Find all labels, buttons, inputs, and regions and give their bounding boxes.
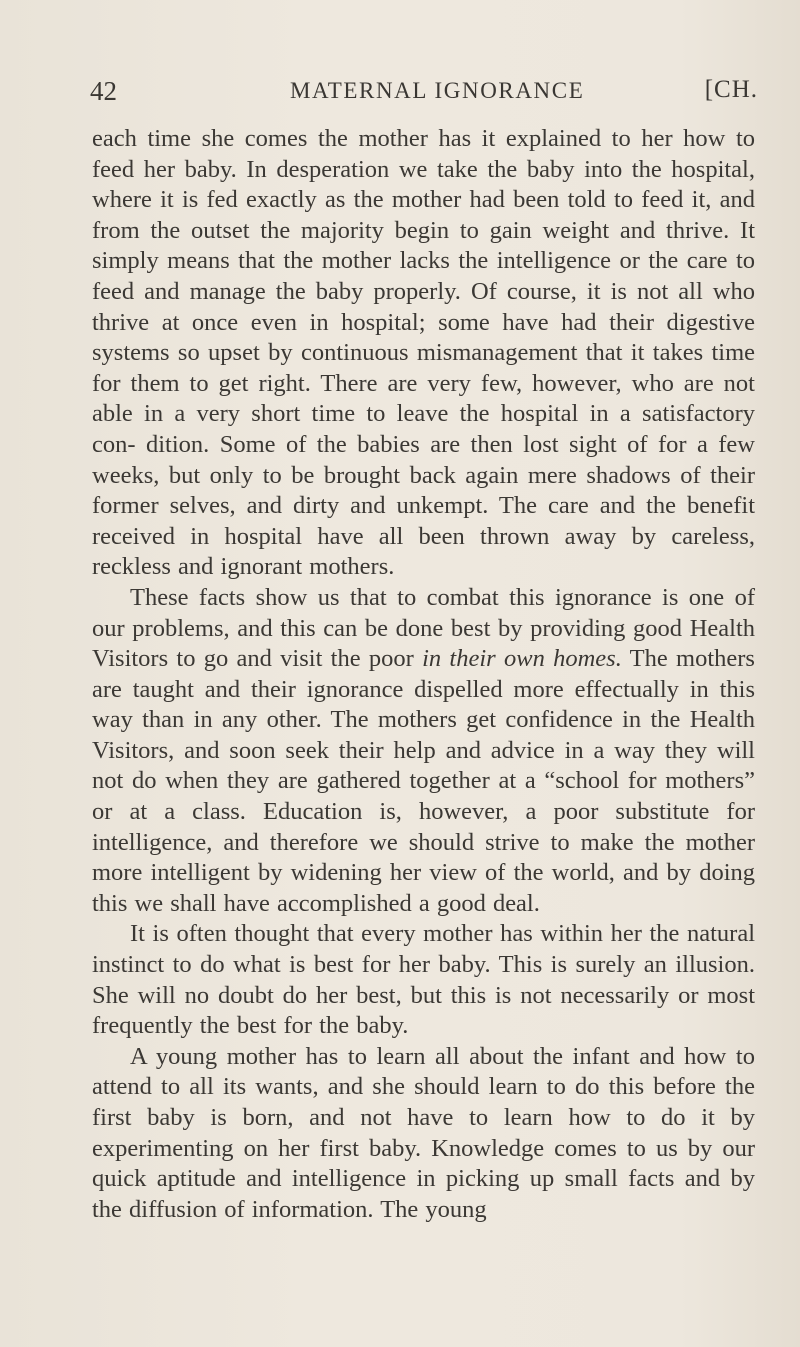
running-head <box>90 76 758 108</box>
body-text <box>92 124 755 1225</box>
paragraph-3: It is often thought that every mother has within her the natural instinct to do what is best for her baby. This is surely an illusion. She will no doubt do her best, but this is not necessarily or most frequently the best for the baby. <box>92 920 755 1040</box>
chapter-mark: [CH. <box>704 76 758 103</box>
paragraph-2-start: These facts show us that to combat this ignorance is one of our problems, and this can be done best by providing good Health Visitors to go and visit the poor <box>92 583 755 673</box>
paragraph-2 <box>92 583 755 920</box>
running-title: MATERNAL IGNORANCE <box>290 78 585 103</box>
paragraph-1: each time she comes the mother has it explained to her how to feed her baby. In desperation we take the baby into the hospital, where it is fed exactly as the mother had been told to feed it, and from the outset the majority begin to gain weight and thrive. It simply means that the mother lacks the intelligence or the care to feed and manage the baby properly. Of course, it is not all who thrive at once even in hospital; some have had their digestive systems so upset by continuous mismanagement that it takes time for them to get right. There are very few, however, who are not able in a very short time to leave the hospital in a satisfactory con- dition. Some of the babies are then lost sight of for a few weeks, but only to be brought back again mere shadows of their former selves, and dirty and unkempt. The care and the benefit received in hospital have all been thrown away by careless, reckless and ignorant mothers. <box>92 125 755 581</box>
paragraph-2-end: The mothers are taught and their ignorance dispelled more effectually in this way than in any other. The mothers get confidence in the Health Visitors, and soon seek their help and advice in a way they will not do when they are gathered together at a “school for mothers” or at a class. Education is, however, a poor substitute for intelligence, and therefore we should strive to make the mother more intelligent by widening her view of the world, and by doing this we shall have accomplished a good deal. <box>92 645 755 917</box>
paragraph-4: A young mother has to learn all about the infant and how to attend to all its wants, and she should learn to do this before the first baby is born, and not have to learn how to do it by experimenting on her first baby. Knowledge comes to us by our quick aptitude and intelligence in picking up small facts and by the diffusion of information. The young <box>92 1042 755 1223</box>
page-number: 42 <box>90 76 117 106</box>
paragraph-2-emphasis: in their own homes. <box>422 645 622 673</box>
